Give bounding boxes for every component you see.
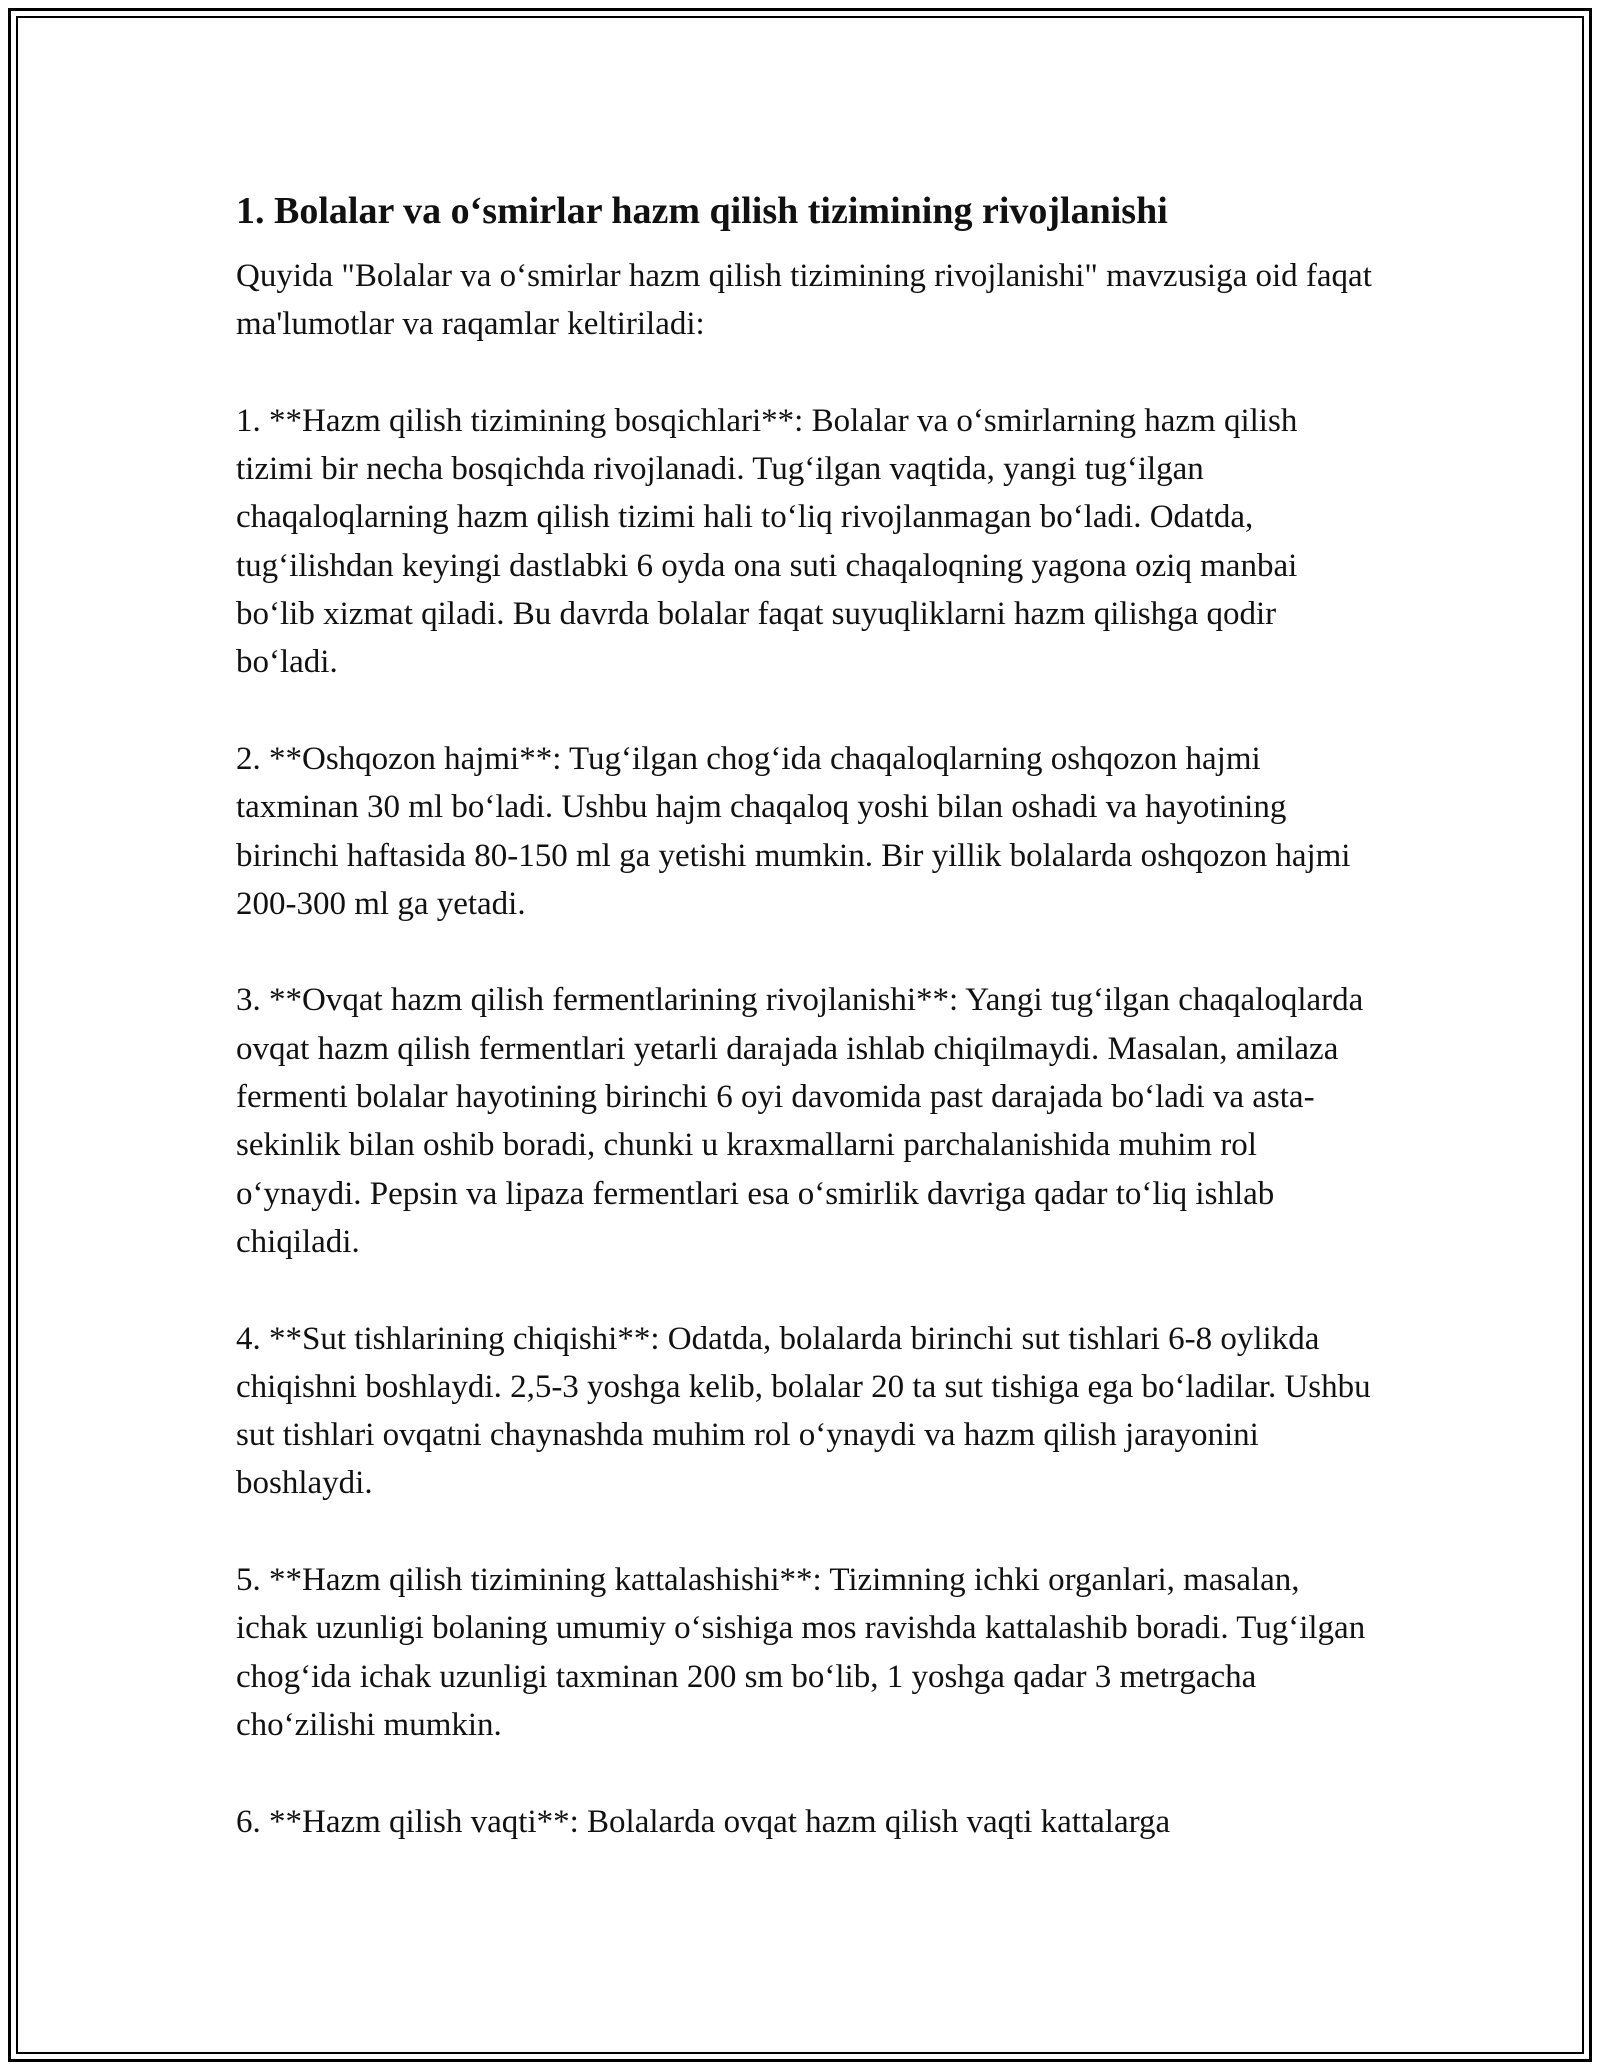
intro-paragraph: Quyida "Bolalar va o‘smirlar hazm qilish tizimining rivojlanishi" mavzusiga oid faqat ma'lumotlar va raqamlar keltiriladi:	[236, 258, 1372, 343]
paragraph-1: 1. **Hazm qilish tizimining bosqichlari**: Bolalar va o‘smirlarning hazm qilish tizimi bir necha bosqichda rivojlanadi. Tug‘ilgan vaqtida, yangi tug‘ilgan chaqaloqlarning hazm qilish tizimi hali to‘liq rivojlanmagan bo‘ladi. Odatda, tug‘ilishdan keyingi dastlabki 6 oyda ona suti chaqaloqning yagona oziq manbai bo‘lib xizmat qiladi. Bu davrda bolalar faqat suyuqliklarni hazm qilishga qodir bo‘ladi.	[236, 402, 1298, 681]
paragraph-5: 5. **Hazm qilish tizimining kattalashishi**: Tizimning ichki organlari, masalan, ichak uzunligi bolaning umumiy o‘sishiga mos ravishda kattalashib boradi. Tug‘ilgan chog‘ida ichak uzunligi taxminan 200 sm bo‘lib, 1 yoshga qadar 3 metrgacha cho‘zilishi mumkin.	[236, 1562, 1366, 1743]
paragraph-2: 2. **Oshqozon hajmi**: Tug‘ilgan chog‘ida chaqaloqlarning oshqozon hajmi taxminan 30 ml bo‘ladi. Ushbu hajm chaqaloq yoshi bilan oshadi va hayotining birinchi haftasida 80-150 ml ga yetishi mumkin. Bir yillik bolalarda oshqozon hajmi 200-300 ml ga yetadi.	[236, 740, 1351, 922]
paragraph-3: 3. **Ovqat hazm qilish fermentlarining rivojlanishi**: Yangi tug‘ilgan chaqaloqlarda ovqat hazm qilish fermentlari yetarli darajada ishlab chiqilmaydi. Masalan, amilaza fermenti bolalar hayotining birinchi 6 oyi davomida past darajada bo‘ladi va asta-sekinlik bilan oshib boradi, chunki u kraxmallarni parchalanishida muhim rol o‘ynaydi. Pepsin va lipaza fermentlari esa o‘smirlik davriga qadar to‘liq ishlab chiqiladi.	[236, 982, 1364, 1260]
paragraph-4: 4. **Sut tishlarining chiqishi**: Odatda, bolalarda birinchi sut tishlari 6-8 oylikda chiqishni boshlaydi. 2,5-3 yoshga kelib, bolalar 20 ta sut tishiga ega bo‘ladilar. Ushbu sut tishlari ovqatni chaynashda muhim rol o‘ynaydi va hazm qilish jarayonini boshlaydi.	[236, 1320, 1371, 1502]
document-title: 1. Bolalar va o‘smirlar hazm qilish tizimining rivojlanishi	[236, 190, 1168, 232]
paragraph-6: 6. **Hazm qilish vaqti**: Bolalarda ovqat hazm qilish vaqti kattalarga	[236, 1803, 1171, 1840]
document-body	[236, 186, 1376, 1846]
